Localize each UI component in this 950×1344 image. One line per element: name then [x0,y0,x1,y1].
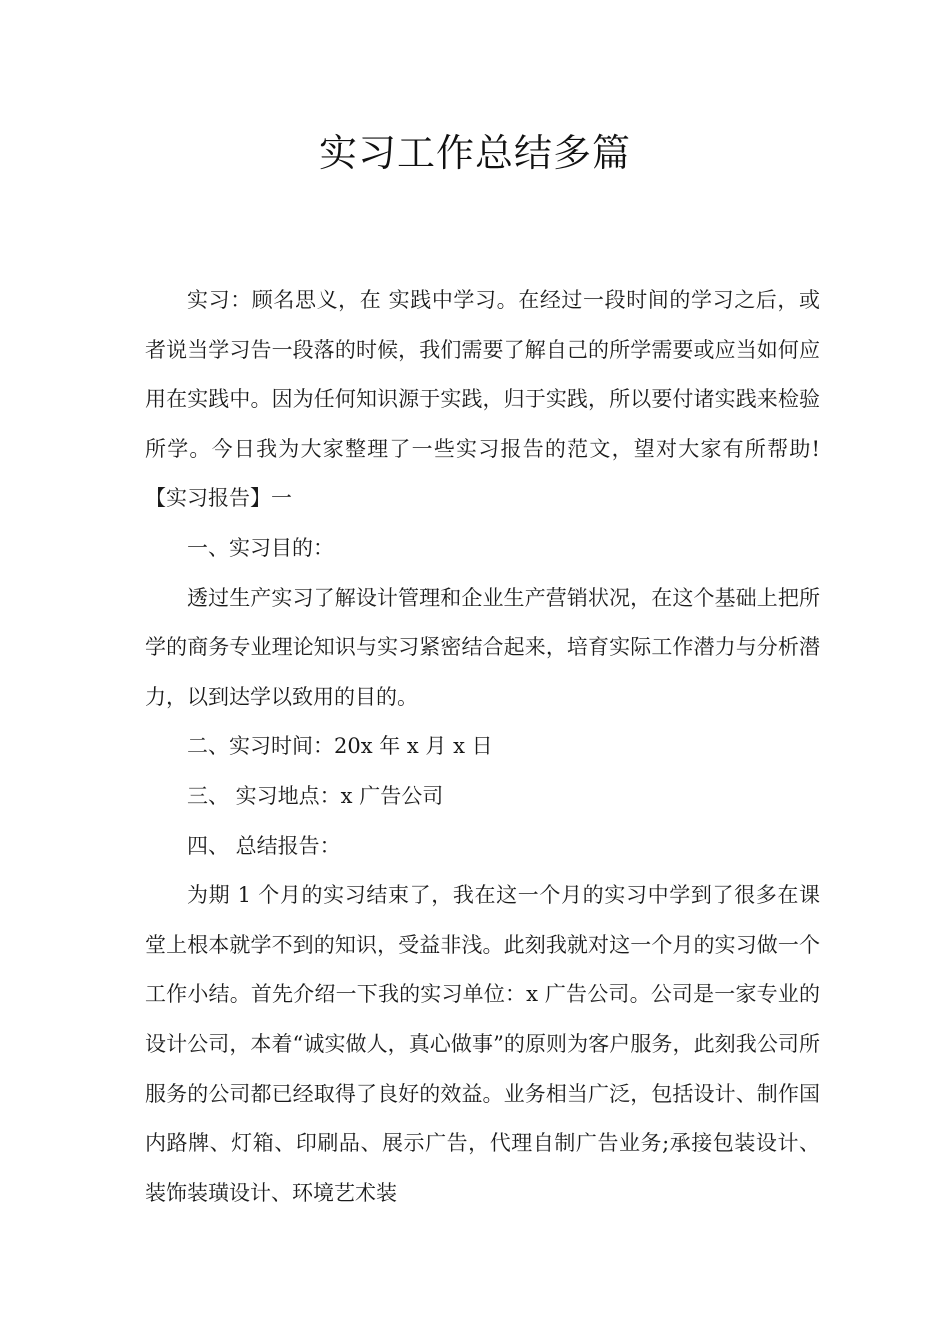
paragraph-purpose: 透过生产实习了解设计管理和企业生产营销状况，在这个基础上把所学的商务专业理论知识与实习紧密结合起来，培育实际工作潜力与分析潜力，以到达学以致用的目的。 [145,585,820,709]
heading-location: 三、 实习地点：x 广告公司 [187,783,444,808]
document-body [145,276,820,1218]
heading-time: 二、实习时间：20x 年 x 月 x 日 [187,734,493,759]
heading-purpose: 一、实习目的： [187,535,334,560]
paragraph-intro: 实习：顾名思义，在 实践中学习。在经过一段时间的学习之后，或者说当学习告一段落的时候，我们需要了解自己的所学需要或应当如何应用在实践中。因为任何知识源于实践，归于实践，所以要付诸实践来检验所学。今日我为大家整理了一些实习报告的范文，望对大家有所帮助!【实习报告】一 [145,288,820,511]
paragraph-report: 为期 1 个月的实习结束了，我在这一个月的实习中学到了很多在课堂上根本就学不到的知识，受益非浅。此刻我就对这一个月的实习做一个工作小结。首先介绍一下我的实习单位：x 广告公司。公司是一家专业的设计公司，本着“诚实做人，真心做事”的原则为客户服务，此刻我公司所服务的公司都已经取得了良好的效益。业务相当广泛，包括设计、制作国内路牌、灯箱、印刷品、展示广告，代理自制广告业务;承接包装设计、装饰装璜设计、环境艺术装 [145,883,820,1205]
heading-report: 四、 总结报告： [187,833,341,858]
document-title: 实习工作总结多篇 [318,131,631,175]
